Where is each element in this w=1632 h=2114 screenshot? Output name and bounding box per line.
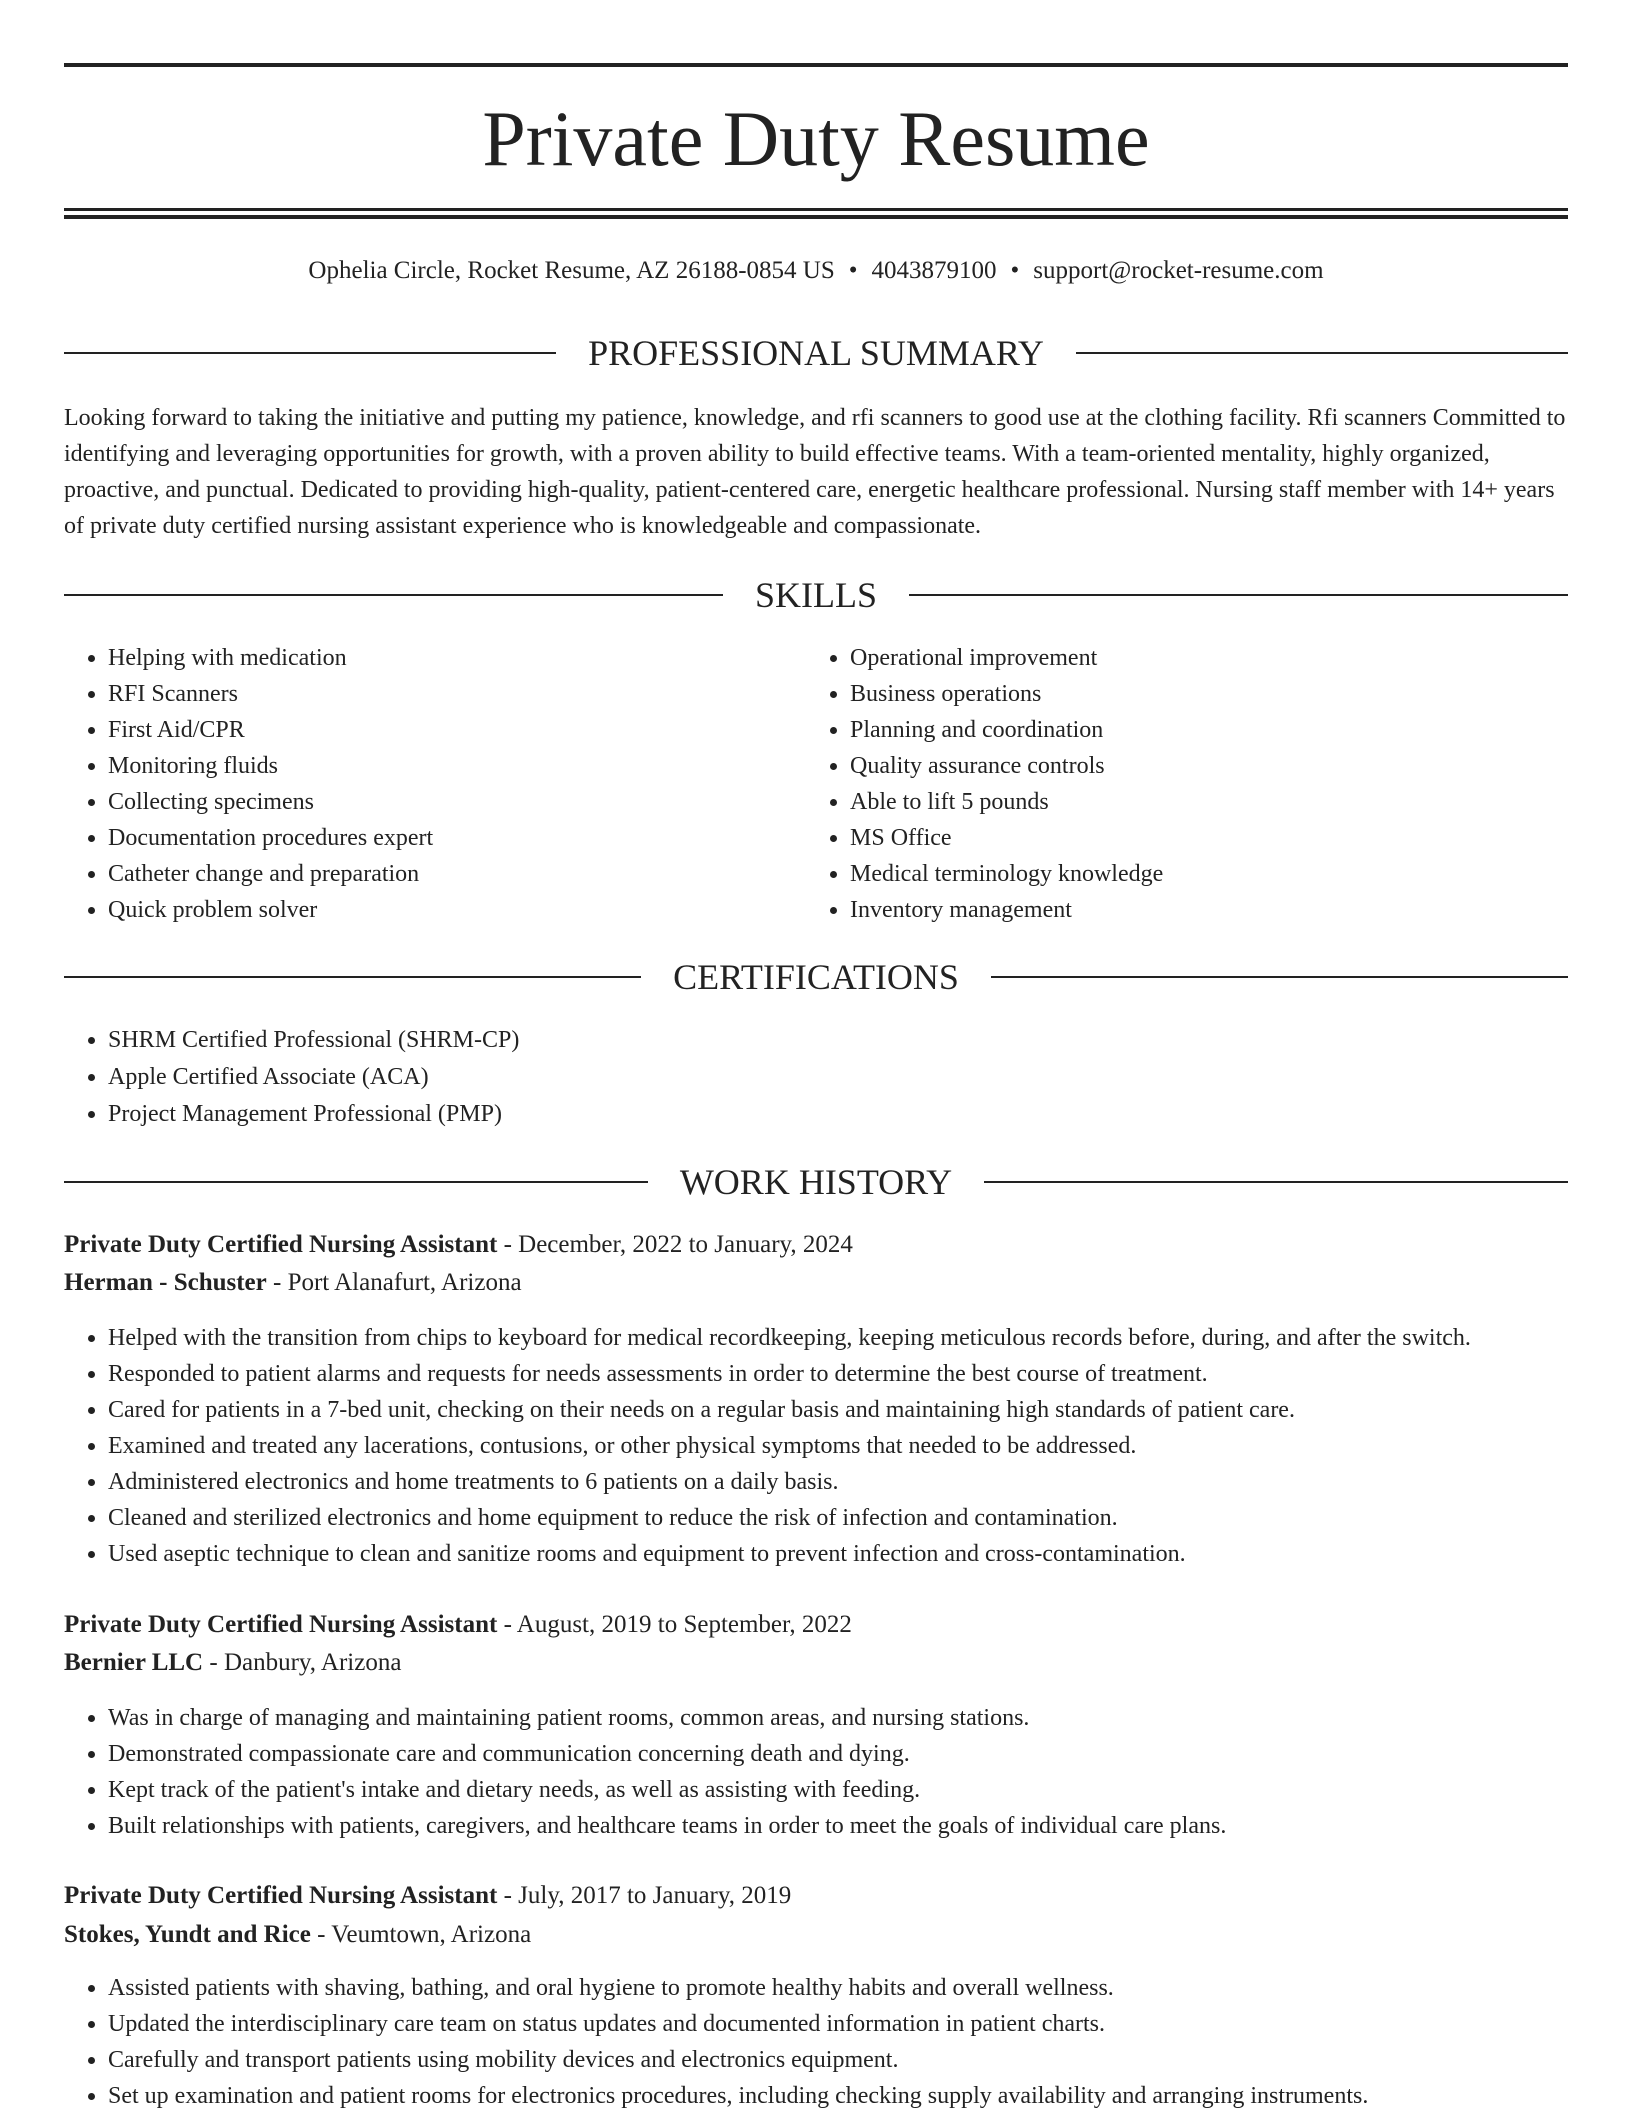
- section-title: CERTIFICATIONS: [673, 957, 959, 997]
- skill-item: • Planning and coordination: [850, 712, 1550, 748]
- section-title: PROFESSIONAL SUMMARY: [588, 333, 1044, 373]
- section-heading-skills: [64, 573, 1568, 617]
- section-divider: [64, 352, 556, 354]
- job-bullet: • Kept track of the patient's intake and dietary needs, as well as assisting with feeding.: [108, 1772, 1568, 1808]
- job-bullets: [64, 1700, 1568, 1844]
- skill-item: • Quick problem solver: [108, 892, 808, 928]
- skills-list-left: [64, 640, 808, 928]
- section-heading-work-history: [64, 1160, 1568, 1204]
- job-bullet: • Administered electronics and home treatments to 6 patients on a daily basis.: [108, 1464, 1568, 1500]
- job-company-line: Herman - Schuster - Port Alanafurt, Arizona: [64, 1269, 522, 1296]
- job-bullet: • Used aseptic technique to clean and sanitize rooms and equipment to prevent infection and cross-contamination.: [108, 1536, 1568, 1572]
- contact-phone: 4043879100: [871, 257, 997, 284]
- job-dates: December, 2022 to January, 2024: [518, 1231, 853, 1258]
- section-heading-summary: [64, 331, 1568, 375]
- job-bullets: [64, 1320, 1568, 1572]
- skill-item: • First Aid/CPR: [108, 712, 808, 748]
- certification-item: • Apple Certified Associate (ACA): [108, 1059, 1568, 1096]
- job-bullet: • Cared for patients in a 7-bed unit, checking on their needs on a regular basis and maintaining high standards of patient care.: [108, 1392, 1568, 1428]
- skill-item: • Helping with medication: [108, 640, 808, 676]
- contact-email: support@rocket-resume.com: [1033, 257, 1324, 284]
- skill-item: • Monitoring fluids: [108, 748, 808, 784]
- skill-item: • MS Office: [850, 820, 1550, 856]
- header-top-rule: [64, 63, 1568, 67]
- job-title: Private Duty Certified Nursing Assistant: [64, 1882, 498, 1909]
- header-double-rule: [64, 208, 1568, 219]
- contact-separator: •: [848, 257, 858, 284]
- section-divider: [64, 976, 641, 978]
- contact-line: [64, 256, 1568, 286]
- contact-separator: •: [1010, 257, 1020, 284]
- section-divider: [64, 594, 723, 596]
- job-location: Veumtown, Arizona: [331, 1921, 532, 1948]
- skill-item: • Able to lift 5 pounds: [850, 784, 1550, 820]
- job-dates: August, 2019 to September, 2022: [516, 1611, 852, 1638]
- skill-item: • Collecting specimens: [108, 784, 808, 820]
- resume-title: Private Duty Resume: [482, 95, 1150, 182]
- job-bullet: • Built relationships with patients, caregivers, and healthcare teams in order to meet the goals of individual care plans.: [108, 1808, 1568, 1844]
- job-bullet: • Was in charge of managing and maintaining patient rooms, common areas, and nursing stations.: [108, 1700, 1568, 1736]
- job-bullet: • Responded to patient alarms and requests for needs assessments in order to determine the best course of treatment.: [108, 1356, 1568, 1392]
- certifications-list: [64, 1022, 1568, 1133]
- job-company: Herman - Schuster: [64, 1269, 267, 1296]
- job-title-line: Private Duty Certified Nursing Assistant - December, 2022 to January, 2024: [64, 1231, 853, 1258]
- section-divider: [64, 1181, 648, 1183]
- certification-item: • Project Management Professional (PMP): [108, 1096, 1568, 1133]
- job-bullet: • Demonstrated compassionate care and communication concerning death and dying.: [108, 1736, 1568, 1772]
- job-company-line: Bernier LLC - Danbury, Arizona: [64, 1649, 402, 1676]
- contact-address: Ophelia Circle, Rocket Resume, AZ 26188-0854 US: [308, 257, 835, 284]
- skill-item: • Operational improvement: [850, 640, 1550, 676]
- section-divider: [984, 1181, 1568, 1183]
- summary-text: Looking forward to taking the initiative and putting my patience, knowledge, and rfi scanners to good use at the clothing facility. Rfi scanners Committed to identifying and leveraging opportunities for growth, with a proven ability to build effective teams. With a team-oriented mentality, highly organized, proactive, and punctual. Dedicated to providing high-quality, patient-centered care, energetic healthcare professional. Nursing staff member with 14+ years of private duty certified nursing assistant experience who is knowledgeable and compassionate.: [64, 405, 1566, 539]
- job-bullet: • Helped with the transition from chips to keyboard for medical recordkeeping, keeping meticulous records before, during, and after the switch.: [108, 1320, 1568, 1356]
- job-title-line: Private Duty Certified Nursing Assistant - July, 2017 to January, 2019: [64, 1882, 792, 1909]
- job-bullet: • Updated the interdisciplinary care team on status updates and documented information in patient charts.: [108, 2006, 1568, 2042]
- section-title: WORK HISTORY: [679, 1162, 953, 1202]
- skill-item: • Inventory management: [850, 892, 1550, 928]
- job-location: Port Alanafurt, Arizona: [287, 1269, 522, 1296]
- job-bullet: • Carefully and transport patients using mobility devices and electronics equipment.: [108, 2042, 1568, 2078]
- job-bullet: • Set up examination and patient rooms for electronics procedures, including checking supply availability and arranging instruments.: [108, 2078, 1568, 2114]
- job-company-line: Stokes, Yundt and Rice - Veumtown, Arizona: [64, 1921, 532, 1948]
- job-company: Bernier LLC: [64, 1649, 204, 1676]
- job-dates: July, 2017 to January, 2019: [518, 1882, 792, 1909]
- job-bullet: • Cleaned and sterilized electronics and home equipment to reduce the risk of infection and contamination.: [108, 1500, 1568, 1536]
- skill-item: • Quality assurance controls: [850, 748, 1550, 784]
- section-divider: [909, 594, 1568, 596]
- job-bullets: [64, 1970, 1568, 2114]
- skill-item: • Documentation procedures expert: [108, 820, 808, 856]
- section-heading-certifications: [64, 955, 1568, 999]
- job-bullet: • Examined and treated any lacerations, contusions, or other physical symptoms that needed to be addressed.: [108, 1428, 1568, 1464]
- job-location: Danbury, Arizona: [223, 1649, 402, 1676]
- skill-item: • Catheter change and preparation: [108, 856, 808, 892]
- job-bullet: • Assisted patients with shaving, bathing, and oral hygiene to promote healthy habits and overall wellness.: [108, 1970, 1568, 2006]
- skill-item: • RFI Scanners: [108, 676, 808, 712]
- skill-item: • Business operations: [850, 676, 1550, 712]
- section-divider: [991, 976, 1568, 978]
- job-title: Private Duty Certified Nursing Assistant: [64, 1231, 498, 1258]
- section-title: SKILLS: [755, 575, 878, 615]
- certification-item: • SHRM Certified Professional (SHRM-CP): [108, 1022, 1568, 1059]
- section-divider: [1076, 352, 1568, 354]
- job-title: Private Duty Certified Nursing Assistant: [64, 1611, 498, 1638]
- skill-item: • Medical terminology knowledge: [850, 856, 1550, 892]
- skills-list-right: [806, 640, 1550, 928]
- job-company: Stokes, Yundt and Rice: [64, 1921, 311, 1948]
- job-title-line: Private Duty Certified Nursing Assistant - August, 2019 to September, 2022: [64, 1611, 852, 1638]
